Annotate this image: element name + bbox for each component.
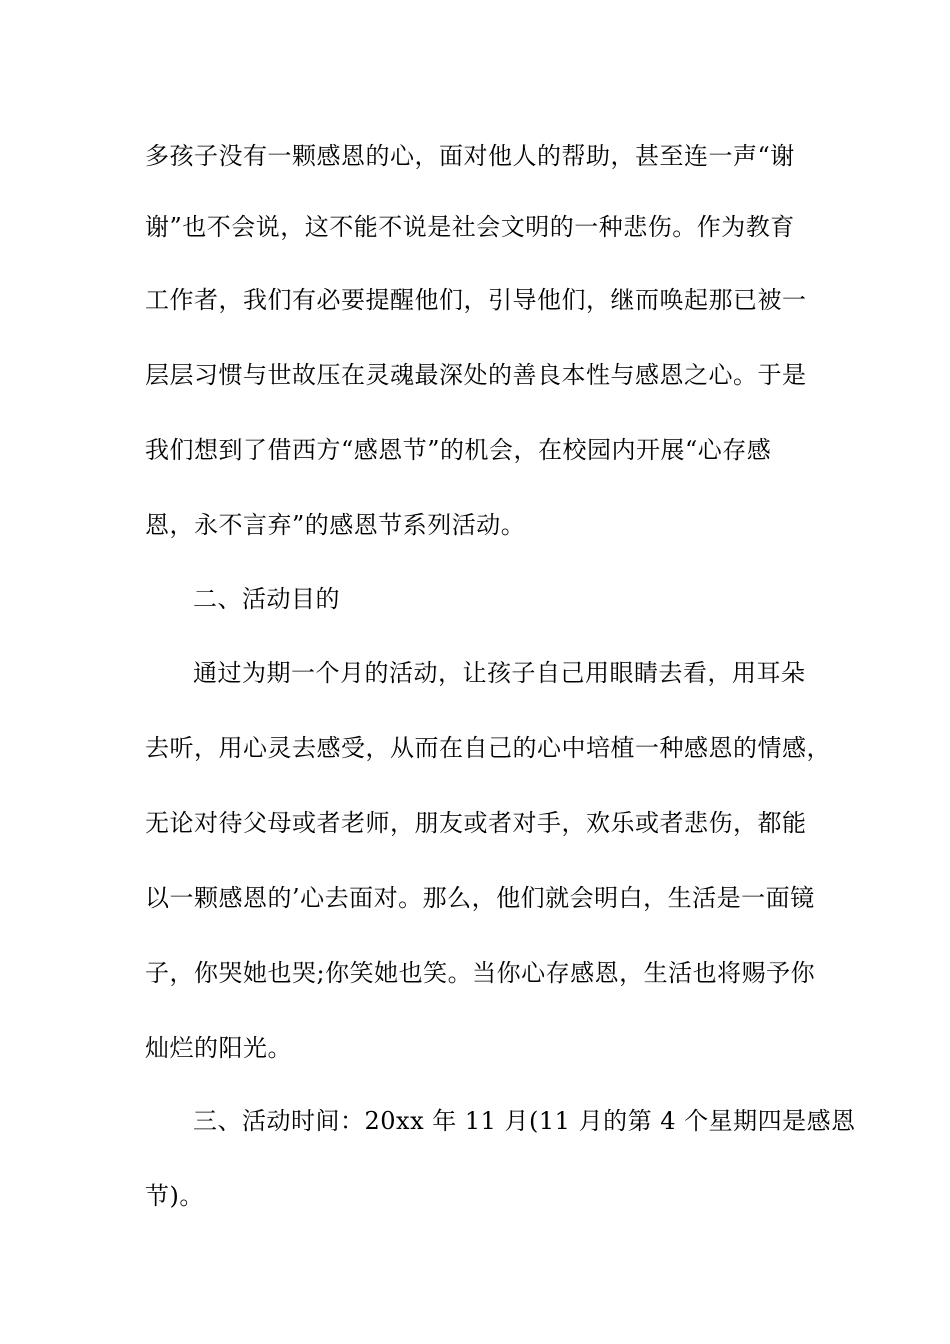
paragraph-line: 去听，用心灵去感受，从而在自己的心中培植一种感恩的情感， [145, 734, 831, 762]
paragraph-line: 通过为期一个月的活动，让孩子自己用眼睛去看，用耳朵 [193, 659, 806, 687]
paragraph-line: 谢”也不会说，这不能不说是社会文明的一种悲伤。作为教育 [145, 213, 795, 241]
paragraph-line: 工作者，我们有必要提醒他们，引导他们，继而唤起那已被一 [145, 286, 807, 314]
paragraph-line: 节)。 [145, 1182, 204, 1210]
section-heading-purpose: 二、活动目的 [193, 585, 340, 613]
paragraph-line: 多孩子没有一颗感恩的心，面对他人的帮助，甚至连一声“谢 [145, 142, 795, 170]
paragraph-line: 恩，永不言弃”的感恩节系列活动。 [145, 511, 526, 539]
paragraph-line: 层层习惯与世故压在灵魂最深处的善良本性与感恩之心。于是 [145, 361, 807, 389]
paragraph-line: 灿烂的阳光。 [145, 1034, 292, 1062]
section-heading-time: 三、活动时间：20xx 年 11 月(11 月的第 4 个星期四是感恩 [193, 1107, 856, 1135]
paragraph-line: 我们想到了借西方“感恩节”的机会，在校园内开展“心存感 [145, 436, 772, 464]
paragraph-line: 子，你哭她也哭;你笑她也笑。当你心存感恩，生活也将赐予你 [145, 959, 816, 987]
paragraph-line: 无论对待父母或者老师，朋友或者对手，欢乐或者悲伤，都能 [145, 809, 807, 837]
paragraph-line: 以一颗感恩的’心去面对。那么，他们就会明白，生活是一面镜 [145, 884, 815, 912]
